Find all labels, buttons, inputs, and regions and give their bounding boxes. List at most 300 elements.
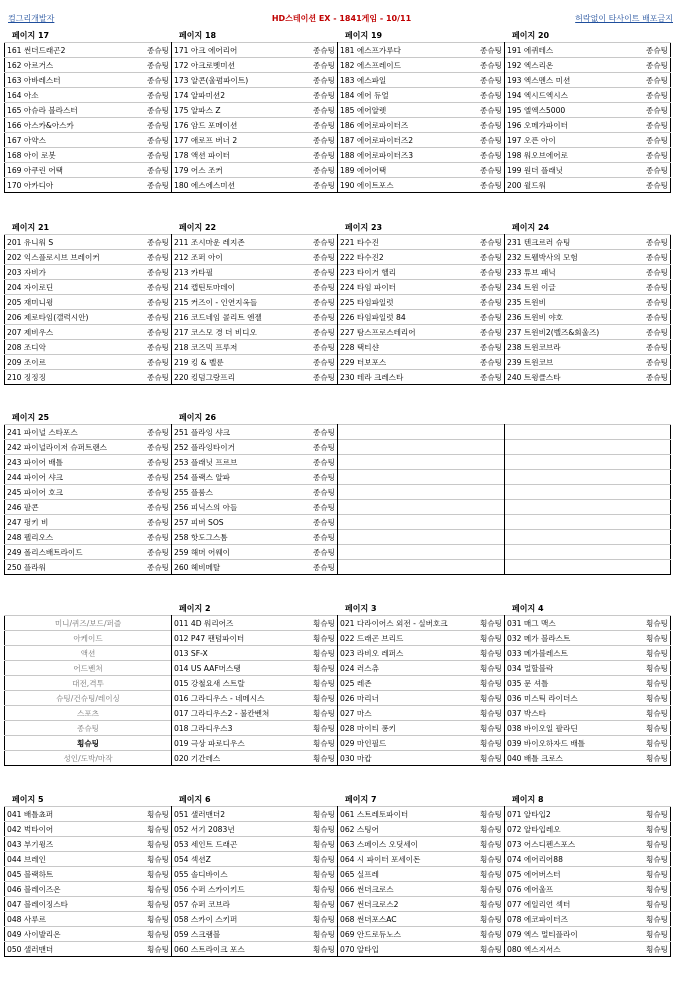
developer-link[interactable]: 컴그리개발자 [8,14,55,23]
game-name [505,470,633,485]
page-title: 페이지 17 [12,31,50,40]
page-block [4,792,670,957]
game-genre: 종슈팅 [466,370,505,385]
table-row [5,676,671,691]
table-row [5,751,671,766]
no-redistribution-link[interactable]: 허락없이 타사이트 배포금지 [575,14,673,23]
game-genre: 횡슈팅 [299,691,338,706]
game-name [338,470,466,485]
game-genre: 종슈팅 [133,440,172,455]
game-genre: 횡슈팅 [133,942,172,957]
game-genre: 횡슈팅 [633,942,671,957]
game-name: 237 트윈비2(벨즈&회울즈) [505,325,633,340]
game-genre: 횡슈팅 [299,706,338,721]
game-genre: 종슈팅 [633,310,671,325]
table-row [5,897,671,912]
game-genre: 종슈팅 [299,440,338,455]
game-genre: 종슈팅 [299,265,338,280]
game-genre: 종슈팅 [299,58,338,73]
game-name: 224 타임 파이터 [338,280,466,295]
game-genre: 종슈팅 [466,310,505,325]
game-genre: 종슈팅 [133,425,172,440]
game-name: 214 캡틴토마데이 [172,280,299,295]
game-genre: 종슈팅 [633,103,671,118]
game-name: 060 스트라이크 포스 [172,942,299,957]
game-name: 231 텐크르러 슈팅 [505,235,633,250]
game-name: 164 아소 [5,88,133,103]
table-row [5,691,671,706]
game-name: 167 아약스 [5,133,133,148]
game-genre: 종슈팅 [466,73,505,88]
table-row [5,73,671,88]
game-genre: 종슈팅 [299,88,338,103]
game-name: 161 썬더드래곤2 [5,43,133,58]
game-name: 071 알타입2 [505,807,633,822]
game-name: 017 그라디우스2 - 불칸벤쳐 [172,706,299,721]
table-row [5,440,671,455]
game-genre: 횡슈팅 [466,661,505,676]
game-genre [633,425,671,440]
game-genre: 종슈팅 [633,325,671,340]
game-genre: 종슈팅 [633,178,671,193]
game-genre: 횡슈팅 [299,927,338,942]
game-genre: 횡슈팅 [466,882,505,897]
game-name: 059 스크램블 [172,927,299,942]
game-name: 046 블레이즈온 [5,882,133,897]
game-name: 254 플랙스 알파 [172,470,299,485]
game-name: 206 제로타임(갤럭시안) [5,310,133,325]
game-genre [466,425,505,440]
game-genre: 종슈팅 [299,485,338,500]
game-genre: 횡슈팅 [466,706,505,721]
game-name: 047 블레이징스타 [5,897,133,912]
page-title: 페이지 21 [12,223,50,232]
game-name: 209 조이르 [5,355,133,370]
table-row [5,425,671,440]
game-name: 176 암드 포메이션 [172,118,299,133]
game-name: 050 샐러맨더 [5,942,133,957]
genre-item[interactable]: 슈팅/건슈팅/레이싱 [5,691,172,706]
game-genre: 종슈팅 [133,58,172,73]
game-genre: 횡슈팅 [466,646,505,661]
game-genre: 횡슈팅 [633,807,671,822]
game-genre: 종슈팅 [633,355,671,370]
game-name: 024 러스츄 [338,661,466,676]
game-genre: 종슈팅 [133,355,172,370]
game-name: 259 해머 어웨이 [172,545,299,560]
game-name: 234 트윈 이글 [505,280,633,295]
game-name: 253 플래닛 프르브 [172,455,299,470]
game-name: 079 엑스 멀티플라이 [505,927,633,942]
table-row [5,325,671,340]
game-genre: 종슈팅 [133,133,172,148]
game-name: 038 바이오일 팔라딘 [505,721,633,736]
game-name: 026 마리너 [338,691,466,706]
game-name: 216 코드네임 콜리트 엔젤 [172,310,299,325]
game-genre: 횡슈팅 [633,691,671,706]
game-name: 028 마이티 퐁키 [338,721,466,736]
game-genre: 횡슈팅 [299,616,338,631]
game-genre: 횡슈팅 [299,721,338,736]
game-name: 056 수퍼 스카이키드 [172,882,299,897]
game-name: 197 오픈 아이 [505,133,633,148]
game-genre: 횡슈팅 [633,736,671,751]
game-name: 051 샐러맨더2 [172,807,299,822]
game-genre: 종슈팅 [133,295,172,310]
table-row [5,822,671,837]
game-genre: 종슈팅 [299,73,338,88]
game-name: 210 징징징 [5,370,133,385]
game-name: 039 바이오하자드 배틀 [505,736,633,751]
page-title: 페이지 4 [512,604,544,613]
game-genre: 종슈팅 [299,545,338,560]
game-name: 252 플라잉타이거 [172,440,299,455]
game-name: 248 펠리오스 [5,530,133,545]
game-name: 166 아스카&아스카 [5,118,133,133]
game-genre: 종슈팅 [299,560,338,575]
game-genre: 종슈팅 [133,310,172,325]
game-genre: 횡슈팅 [466,822,505,837]
game-name: 022 드래곤 브리드 [338,631,466,646]
game-genre: 종슈팅 [299,178,338,193]
table-row [5,133,671,148]
game-genre [466,530,505,545]
page-title: 페이지 25 [12,413,50,422]
game-table [4,615,671,766]
game-name [505,560,633,575]
game-genre: 횡슈팅 [633,676,671,691]
game-name: 238 트윈코브라 [505,340,633,355]
game-name: 232 트웰박사의 모험 [505,250,633,265]
game-name: 068 썬더포스AC [338,912,466,927]
game-genre [466,500,505,515]
game-genre [633,545,671,560]
game-table [4,234,671,385]
game-name: 187 에어로파이터즈2 [338,133,466,148]
game-name: 229 터보포스 [338,355,466,370]
table-row [5,235,671,250]
game-name [338,485,466,500]
game-genre [466,560,505,575]
game-name: 195 엘엑스5000 [505,103,633,118]
table-row [5,530,671,545]
game-genre: 종슈팅 [466,355,505,370]
page-block [4,601,670,766]
table-row [5,163,671,178]
page-title: 페이지 2 [179,604,211,613]
game-name: 072 알타입레오 [505,822,633,837]
table-row [5,103,671,118]
game-name: 013 SF-X [172,646,299,661]
genre-item[interactable]: 성인/도박/마작 [5,751,172,766]
game-name: 198 워오브에어로 [505,148,633,163]
game-name: 061 스트레토파이터 [338,807,466,822]
game-name: 041 배틀쵸퍼 [5,807,133,822]
genre-item[interactable]: 아케이드 [5,631,172,646]
game-genre: 종슈팅 [133,560,172,575]
game-name: 019 극상 파로디우스 [172,736,299,751]
game-name [505,515,633,530]
game-name: 215 커즈이 - 인연지옥들 [172,295,299,310]
game-name: 055 솔디바이스 [172,867,299,882]
genre-item[interactable]: 스포츠 [5,706,172,721]
game-genre: 횡슈팅 [466,927,505,942]
game-name: 257 피버 SOS [172,515,299,530]
game-name: 035 문 셔틀 [505,676,633,691]
game-name: 057 슈퍼 코브라 [172,897,299,912]
game-name: 181 에스프가루다 [338,43,466,58]
page-title: 페이지 18 [179,31,217,40]
game-name: 245 파이어 호크 [5,485,133,500]
game-genre: 횡슈팅 [633,912,671,927]
table-row [5,295,671,310]
game-genre: 횡슈팅 [299,661,338,676]
game-name: 205 재미니윙 [5,295,133,310]
table-row [5,265,671,280]
game-name: 236 트윈비 야호 [505,310,633,325]
game-name: 225 타임파일럿 [338,295,466,310]
game-name: 069 안드로듀노스 [338,927,466,942]
table-row [5,736,671,751]
game-genre: 횡슈팅 [466,912,505,927]
game-name: 199 원더 플래닛 [505,163,633,178]
game-name: 044 브레인 [5,852,133,867]
game-name: 179 어스 조커 [172,163,299,178]
game-genre: 종슈팅 [133,163,172,178]
game-genre: 종슈팅 [133,500,172,515]
game-name: 029 마인필드 [338,736,466,751]
game-genre: 종슈팅 [633,163,671,178]
table-row [5,867,671,882]
page-title: 페이지 7 [345,795,377,804]
game-name: 211 조시마운 레지존 [172,235,299,250]
page-title: 페이지 6 [179,795,211,804]
game-name: 169 아쿠린 어택 [5,163,133,178]
page-block [4,410,670,575]
game-name: 052 서기 2083년 [172,822,299,837]
table-row [5,927,671,942]
game-name: 241 파이널 스타포스 [5,425,133,440]
game-genre: 횡슈팅 [633,706,671,721]
game-genre: 종슈팅 [633,340,671,355]
table-row [5,807,671,822]
game-name [505,530,633,545]
game-name: 239 트윈코브 [505,355,633,370]
game-genre: 횡슈팅 [633,721,671,736]
game-name: 027 마스 [338,706,466,721]
sheet-header [4,0,679,28]
game-genre [466,455,505,470]
table-row [5,631,671,646]
genre-item[interactable]: 액션 [5,646,172,661]
game-name: 034 멀할블락 [505,661,633,676]
game-name [505,500,633,515]
page-titles [4,410,670,424]
table-row [5,310,671,325]
game-name: 045 블랙하트 [5,867,133,882]
game-name: 251 플라잉 샤크 [172,425,299,440]
game-name: 165 아슈라 블라스터 [5,103,133,118]
game-name [505,485,633,500]
game-name: 221 타수진 [338,235,466,250]
game-genre: 종슈팅 [133,470,172,485]
game-genre: 횡슈팅 [299,942,338,957]
game-name: 186 에어로파이터즈 [338,118,466,133]
game-genre: 종슈팅 [299,340,338,355]
game-name: 058 스카이 스키퍼 [172,912,299,927]
game-genre: 종슈팅 [466,340,505,355]
page-title: 페이지 5 [12,795,44,804]
table-row [5,500,671,515]
game-genre: 종슈팅 [633,88,671,103]
game-name: 183 에스파일 [338,73,466,88]
game-genre: 종슈팅 [299,355,338,370]
game-name: 037 박스타 [505,706,633,721]
game-name [338,455,466,470]
game-genre: 종슈팅 [299,103,338,118]
game-name: 065 실프레 [338,867,466,882]
game-name: 177 애로프 버너 2 [172,133,299,148]
table-row [5,58,671,73]
table-row [5,942,671,957]
game-genre: 종슈팅 [633,280,671,295]
game-genre: 종슈팅 [299,325,338,340]
game-genre: 횡슈팅 [299,807,338,822]
game-name: 040 배틀 크로스 [505,751,633,766]
game-name: 066 썬더크로스 [338,882,466,897]
genre-item[interactable]: 대전,격투 [5,676,172,691]
game-genre: 횡슈팅 [633,867,671,882]
game-genre: 횡슈팅 [466,631,505,646]
game-genre: 종슈팅 [133,530,172,545]
game-genre: 종슈팅 [633,43,671,58]
game-name: 256 피닉스의 아들 [172,500,299,515]
game-genre: 종슈팅 [299,280,338,295]
game-genre: 횡슈팅 [133,852,172,867]
game-genre: 횡슈팅 [133,912,172,927]
game-genre: 횡슈팅 [299,646,338,661]
table-row [5,882,671,897]
game-name: 182 에스프레이드 [338,58,466,73]
game-genre: 종슈팅 [299,118,338,133]
game-genre: 종슈팅 [466,133,505,148]
game-genre [466,545,505,560]
page-block [4,28,670,193]
game-name: 054 섹션Z [172,852,299,867]
page-title: 페이지 8 [512,795,544,804]
game-genre: 종슈팅 [133,73,172,88]
game-name [338,530,466,545]
game-genre: 종슈팅 [299,295,338,310]
game-genre [633,470,671,485]
game-name: 178 액션 파이터 [172,148,299,163]
table-row [5,560,671,575]
game-genre [466,440,505,455]
genre-item[interactable]: 미니/퀴즈/보드/퍼즐 [5,616,172,631]
game-name: 189 에어어택 [338,163,466,178]
game-genre: 종슈팅 [133,118,172,133]
game-name: 171 아크 에어리어 [172,43,299,58]
game-name: 042 벅타이어 [5,822,133,837]
game-genre: 횡슈팅 [466,942,505,957]
table-row [5,616,671,631]
table-row [5,721,671,736]
game-genre: 종슈팅 [133,250,172,265]
game-name: 077 에일리언 섹터 [505,897,633,912]
game-genre: 종슈팅 [633,235,671,250]
game-genre: 횡슈팅 [466,852,505,867]
game-name: 193 엑스멘스 미션 [505,73,633,88]
game-genre: 종슈팅 [133,148,172,163]
game-genre: 종슈팅 [299,370,338,385]
game-genre [633,485,671,500]
game-name: 194 엑시드엑시스 [505,88,633,103]
game-name: 204 자이로딘 [5,280,133,295]
game-name: 070 알타입 [338,942,466,957]
game-name [505,545,633,560]
game-name: 174 알파미션2 [172,88,299,103]
game-genre: 횡슈팅 [133,822,172,837]
game-genre: 종슈팅 [466,178,505,193]
game-genre: 종슈팅 [466,43,505,58]
game-name: 185 에어알렛 [338,103,466,118]
game-name: 049 사이발리온 [5,927,133,942]
game-name: 201 유니워 S [5,235,133,250]
game-name: 074 에어리어88 [505,852,633,867]
game-name: 063 스페이스 오딧세이 [338,837,466,852]
game-genre: 종슈팅 [466,295,505,310]
game-genre: 종슈팅 [299,250,338,265]
game-genre: 종슈팅 [133,545,172,560]
game-name [505,455,633,470]
game-name [505,425,633,440]
table-row [5,340,671,355]
table-row [5,43,671,58]
game-genre: 종슈팅 [133,88,172,103]
game-name: 258 핫도그스톰 [172,530,299,545]
game-genre: 횡슈팅 [466,736,505,751]
game-genre: 횡슈팅 [633,661,671,676]
table-row [5,250,671,265]
game-name: 173 알콘(울펌파이트) [172,73,299,88]
game-genre: 횡슈팅 [133,837,172,852]
game-table [4,424,671,575]
game-genre: 종슈팅 [299,148,338,163]
game-name: 200 윌드워 [505,178,633,193]
page-title: 페이지 20 [512,31,550,40]
game-genre: 횡슈팅 [299,912,338,927]
game-name: 031 매그 맥스 [505,616,633,631]
game-name: 172 아크로벳미션 [172,58,299,73]
game-genre: 종슈팅 [633,73,671,88]
genre-item[interactable]: 횡슈팅 [5,736,172,751]
game-genre: 횡슈팅 [633,897,671,912]
game-genre: 종슈팅 [466,325,505,340]
game-genre [633,515,671,530]
game-genre: 횡슈팅 [633,852,671,867]
game-genre [466,515,505,530]
game-genre: 횡슈팅 [466,691,505,706]
game-name: 030 마캅 [338,751,466,766]
game-name [338,440,466,455]
game-name [338,515,466,530]
game-name: 163 아바레스터 [5,73,133,88]
table-row [5,370,671,385]
game-genre: 횡슈팅 [299,751,338,766]
genre-item[interactable]: 종슈팅 [5,721,172,736]
genre-item[interactable]: 어드벤쳐 [5,661,172,676]
game-name: 020 기간데스 [172,751,299,766]
